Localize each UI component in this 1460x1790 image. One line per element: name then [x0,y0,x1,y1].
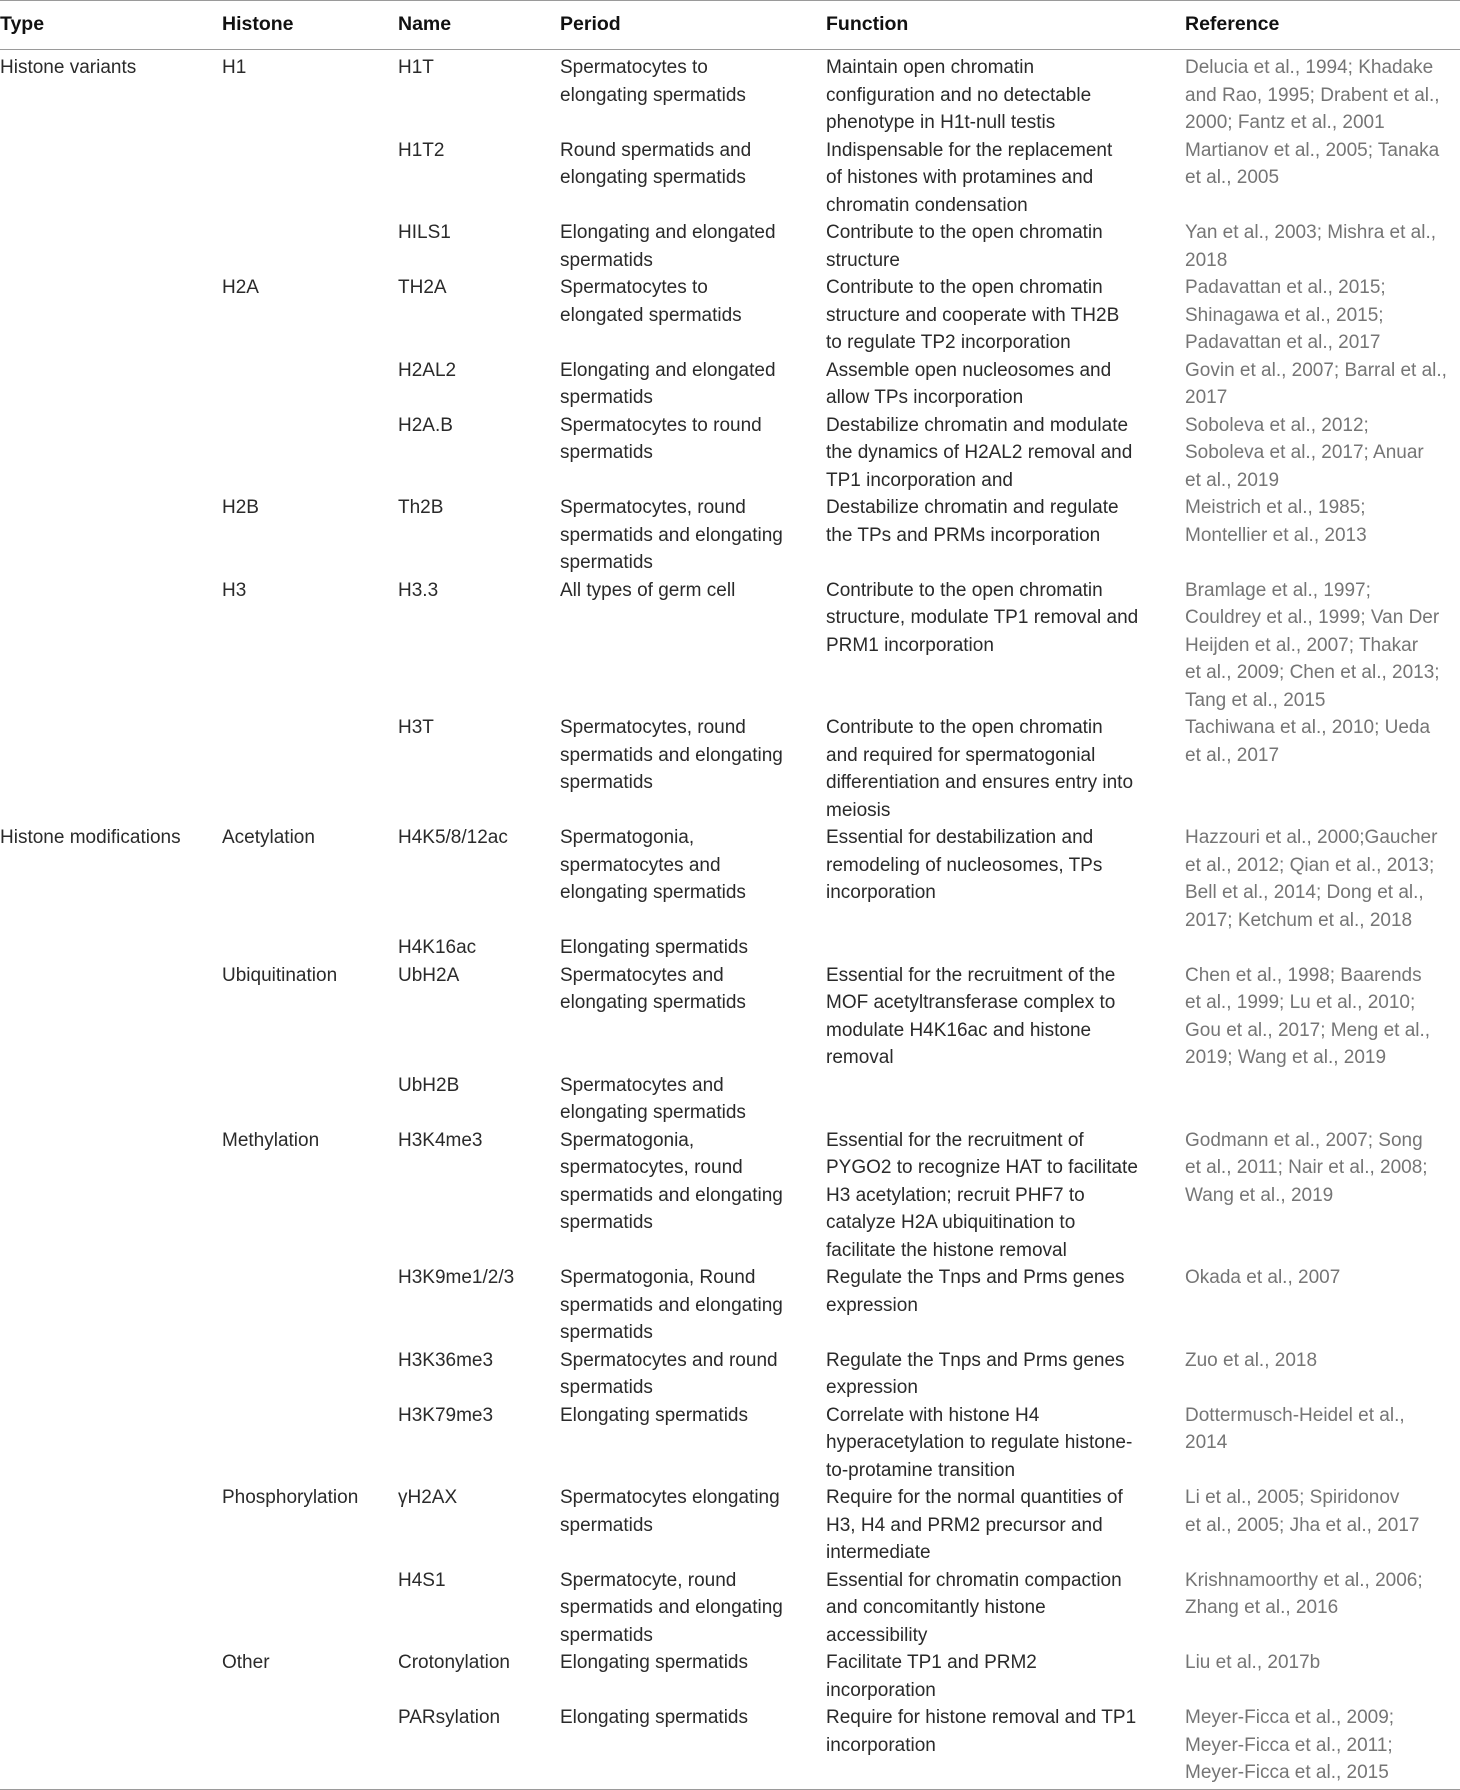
histone-cell [222,1072,398,1127]
reference-cell: Okada et al., 2007 [1185,1267,1341,1288]
type-cell: Histone variants [0,57,137,78]
function-cell: Maintain open chromatin configuration and no detectable phenotype in H1t-null testis [826,57,1092,133]
header-histone: Histone [222,1,398,50]
header-reference: Reference [1185,1,1460,50]
function-cell: Regulate the Tnps and Prms genes expression [826,1349,1125,1398]
histone-cell [222,934,398,962]
period-cell: Spermatogonia, Round spermatids and elongating spermatids [560,1267,783,1343]
histone-cell: Acetylation [222,827,315,848]
type-cell [0,1264,222,1347]
reference-cell [1185,934,1460,962]
histone-cell [222,357,398,412]
name-cell: PARsylation [398,1704,560,1789]
reference-cell: Martianov et al., 2005; Tanaka et al., 2005 [1185,139,1440,188]
type-cell [0,494,222,577]
function-cell [826,934,1185,962]
reference-cell: Yan et al., 2003; Mishra et al., 2018 [1185,222,1437,271]
table-row [0,274,1460,357]
histone-cell [222,219,398,274]
histone-cell [222,714,398,824]
reference-cell: Bramlage et al., 1997; Couldrey et al., 1999; Van Der Heijden et al., 2007; Thakar et al., 2009; Chen et al., 2013; Tang et al., 2015 [1185,579,1440,711]
name-cell: H1T [398,57,434,78]
function-cell [826,1072,1185,1127]
table-row [0,1264,1460,1347]
reference-cell: Liu et al., 2017b [1185,1652,1321,1673]
period-cell: Spermatogonia, spermatocytes and elongating spermatids [560,827,746,903]
table-row [0,962,1460,1072]
period-cell: Spermatocytes and elongating spermatids [560,964,746,1013]
period-cell: Spermatocytes, round spermatids and elongating spermatids [560,717,783,793]
histone-cell [222,1402,398,1485]
histone-cell: H3 [222,579,247,601]
type-cell [0,412,222,495]
function-cell: Contribute to the open chromatin structure [826,222,1103,271]
type-cell [0,714,222,824]
type-cell [0,1402,222,1485]
period-cell: Spermatocytes, round spermatids and elongating spermatids [560,497,783,573]
function-cell: Essential for the recruitment of PYGO2 to recognize HAT to facilitate H3 acetylation; recruit PHF7 to catalyze H2A ubiquitination to facilitate the histone removal [826,1129,1138,1261]
function-cell: Assemble open nucleosomes and allow TPs incorporation [826,359,1112,408]
name-cell: H4K5/8/12ac [398,827,508,848]
function-cell: Essential for chromatin compaction and concomitantly histone accessibility [826,1569,1122,1646]
type-cell [0,1704,222,1789]
reference-cell: Li et al., 2005; Spiridonov et al., 2005; Jha et al., 2017 [1185,1487,1420,1536]
reference-cell: Soboleva et al., 2012; Soboleva et al., 2017; Anuar et al., 2019 [1185,414,1424,491]
table-row [0,494,1460,577]
name-cell: H3.3 [398,579,439,601]
reference-cell: Padavattan et al., 2015; Shinagawa et al., 2015; Padavattan et al., 2017 [1185,277,1386,353]
table-row [0,1484,1460,1567]
histone-cell: H1 [222,57,247,78]
header-period: Period [560,1,826,50]
type-cell [0,934,222,962]
name-cell: H3K4me3 [398,1129,483,1151]
histone-cell: Phosphorylation [222,1487,359,1508]
type-cell [0,1567,222,1650]
header-type: Type [0,1,222,50]
type-cell [0,577,222,715]
histone-cell [222,1567,398,1650]
function-cell: Essential for destabilization and remodeling of nucleosomes, TPs incorporation [826,827,1103,903]
histone-cell: Methylation [222,1129,320,1151]
header-row [0,1,1460,50]
name-cell: HILS1 [398,222,451,243]
table-row [0,1347,1460,1402]
period-cell: Spermatocytes to round spermatids [560,414,762,463]
reference-cell: Hazzouri et al., 2000;Gaucher et al., 2012; Qian et al., 2013; Bell et al., 2014; Dong et al., 2017; Ketchum et al., 2018 [1185,827,1438,931]
name-cell: H2A.B [398,414,453,436]
reference-cell: Meistrich et al., 1985; Montellier et al., 2013 [1185,497,1367,546]
type-cell [0,274,222,357]
type-cell [0,219,222,274]
reference-cell: Godmann et al., 2007; Song et al., 2011; Nair et al., 2008; Wang et al., 2019 [1185,1129,1428,1206]
table-row [0,1127,1460,1265]
type-cell [0,962,222,1072]
function-cell: Require for histone removal and TP1 incorporation [826,1704,1185,1789]
header-function: Function [826,1,1185,50]
reference-cell: Zuo et al., 2018 [1185,1349,1318,1371]
table-row [0,1567,1460,1650]
function-cell: Indispensable for the replacement of histones with protamines and chromatin condensation [826,139,1113,216]
function-cell: Facilitate TP1 and PRM2 incorporation [826,1652,1037,1701]
table-row [0,357,1460,412]
period-cell: Spermatocyte, round spermatids and elongating spermatids [560,1569,783,1646]
table-row [0,1402,1460,1485]
period-cell: Spermatocytes and round spermatids [560,1349,778,1398]
table-row [0,824,1460,934]
function-cell: Regulate the Tnps and Prms genes expression [826,1267,1125,1316]
reference-cell: Krishnamoorthy et al., 2006; Zhang et al., 2016 [1185,1569,1423,1618]
reference-cell: Meyer-Ficca et al., 2009; Meyer-Ficca et al., 2011; Meyer-Ficca et al., 2015 [1185,1704,1460,1789]
type-cell [0,1347,222,1402]
period-cell: Elongating spermatids [560,937,748,958]
table-row [0,137,1460,220]
table-row [0,219,1460,274]
table-row [0,714,1460,824]
function-cell: Destabilize chromatin and modulate the dynamics of H2AL2 removal and TP1 incorporation and [826,414,1133,491]
name-cell: H2AL2 [398,359,457,381]
histone-cell [222,1264,398,1347]
period-cell: Elongating spermatids [560,1652,748,1673]
period-cell: Spermatogonia, spermatocytes, round spermatids and elongating spermatids [560,1129,783,1233]
name-cell: UbH2A [398,964,460,986]
histone-cell [222,137,398,220]
function-cell: Correlate with histone H4 hyperacetylation to regulate histone- to-protamine transition [826,1404,1133,1481]
name-cell: H3K79me3 [398,1404,494,1426]
name-cell: H4S1 [398,1569,446,1591]
name-cell: H3T [398,717,434,738]
histone-cell: H2A [222,277,259,298]
name-cell: UbH2B [398,1074,460,1096]
name-cell: Crotonylation [398,1652,510,1673]
function-cell: Destabilize chromatin and regulate the TPs and PRMs incorporation [826,497,1119,546]
period-cell: Spermatocytes elongating spermatids [560,1487,780,1536]
table-row [0,934,1460,962]
type-cell [0,137,222,220]
name-cell: H3K9me1/2/3 [398,1267,515,1288]
table-header [0,1,1460,50]
reference-cell: Delucia et al., 1994; Khadake and Rao, 1995; Drabent et al., 2000; Fantz et al., 2001 [1185,57,1440,133]
histone-cell [222,412,398,495]
period-cell: Spermatocytes to elongating spermatids [560,57,746,106]
period-cell: Elongating spermatids [560,1704,826,1789]
type-cell: Histone modifications [0,827,181,848]
name-cell: H1T2 [398,139,445,161]
period-cell: Elongating and elongated spermatids [560,222,776,271]
table-row [0,1649,1460,1704]
period-cell: All types of germ cell [560,579,736,601]
header-name: Name [398,1,560,50]
period-cell: Spermatocytes to elongated spermatids [560,277,742,326]
reference-cell: Chen et al., 1998; Baarends et al., 1999; Lu et al., 2010; Gou et al., 2017; Meng et al., 2019; Wang et al., 2019 [1185,964,1431,1068]
period-cell: Spermatocytes and elongating spermatids [560,1074,746,1123]
histone-cell [222,1704,398,1789]
function-cell: Essential for the recruitment of the MOF acetyltransferase complex to modulate H4K16ac and histone removal [826,964,1116,1068]
histone-cell: H2B [222,497,259,518]
type-cell [0,357,222,412]
type-cell [0,1127,222,1265]
function-cell: Contribute to the open chromatin and required for spermatogonial differentiation and ensures entry into meiosis [826,717,1134,821]
function-cell: Require for the normal quantities of H3, H4 and PRM2 precursor and intermediate [826,1487,1123,1563]
table-body [0,50,1460,1790]
name-cell: Th2B [398,497,444,518]
table-row [0,1704,1460,1789]
table-row [0,1072,1460,1127]
reference-cell [1185,1072,1460,1127]
reference-cell: Govin et al., 2007; Barral et al., 2017 [1185,359,1447,408]
function-cell: Contribute to the open chromatin structure and cooperate with TH2B to regulate TP2 incorporation [826,277,1120,353]
name-cell: γH2AX [398,1487,458,1508]
histone-cell [222,1347,398,1402]
histone-cell: Ubiquitination [222,964,338,986]
table-row [0,50,1460,137]
period-cell: Round spermatids and elongating spermatids [560,139,752,188]
type-cell [0,1072,222,1127]
period-cell: Elongating and elongated spermatids [560,359,776,408]
period-cell: Elongating spermatids [560,1404,748,1426]
function-cell: Contribute to the open chromatin structure, modulate TP1 removal and PRM1 incorporation [826,579,1139,656]
reference-cell: Tachiwana et al., 2010; Ueda et al., 2017 [1185,717,1431,766]
name-cell: TH2A [398,277,447,298]
name-cell: H4K16ac [398,937,477,958]
type-cell [0,1484,222,1567]
table-row [0,412,1460,495]
table-row [0,577,1460,715]
reference-cell: Dottermusch-Heidel et al., 2014 [1185,1404,1405,1453]
type-cell [0,1649,222,1704]
histone-cell: Other [222,1652,270,1673]
name-cell: H3K36me3 [398,1349,494,1371]
